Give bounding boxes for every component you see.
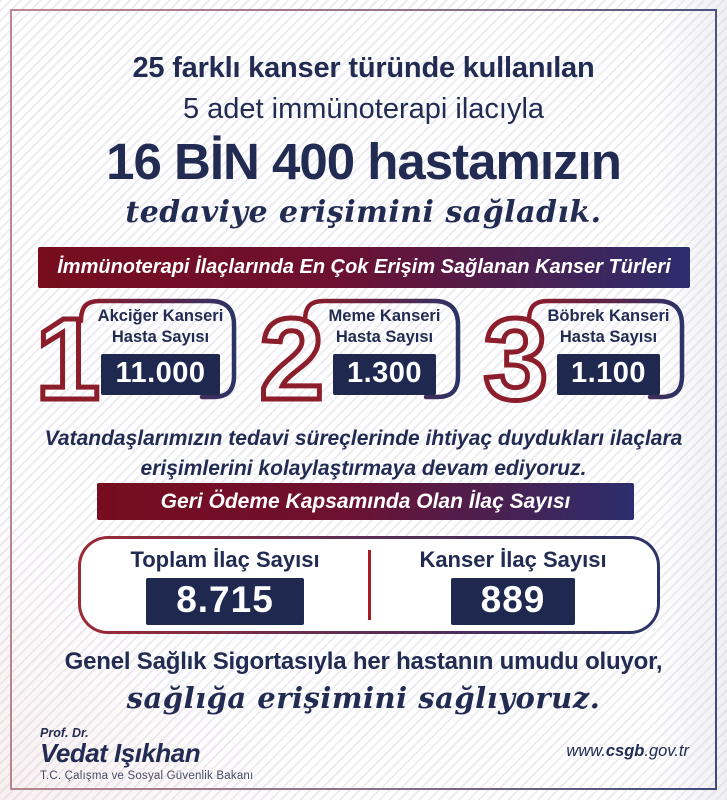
rank-label-line1: Meme Kanseri bbox=[328, 307, 441, 325]
header-block bbox=[0, 52, 727, 230]
header-highlight-number: 16 BİN 400 hastamızın bbox=[106, 133, 621, 190]
stat-value-badge: 8.715 bbox=[146, 578, 304, 625]
rank-item-kidney bbox=[483, 294, 686, 424]
rank-content bbox=[536, 306, 682, 395]
website-suffix: .gov.tr bbox=[644, 742, 689, 760]
rank-label bbox=[312, 306, 458, 347]
red-divider-line bbox=[368, 550, 371, 620]
rank-number-2: 2 bbox=[259, 294, 325, 424]
cancer-types-banner: İmmünoterapi İlaçlarında En Çok Erişim Sağlanan Kanser Türleri bbox=[38, 247, 690, 288]
rank-value-badge: 1.100 bbox=[557, 354, 660, 395]
website-prefix: www. bbox=[566, 742, 606, 760]
rank-item-breast bbox=[259, 294, 462, 424]
signature-block bbox=[40, 726, 253, 782]
rank-label-line1: Böbrek Kanseri bbox=[547, 307, 670, 325]
ranked-items-row bbox=[0, 294, 727, 424]
rank-label-line1: Akciğer Kanseri bbox=[97, 307, 224, 325]
rank-content bbox=[312, 306, 458, 395]
rank-number-3: 3 bbox=[483, 294, 549, 424]
signature-role: T.C. Çalışma ve Sosyal Güvenlik Bakanı bbox=[40, 770, 254, 783]
stat-total-drugs bbox=[81, 539, 369, 631]
mid-paragraph bbox=[0, 424, 727, 485]
rank-number-1: 1 bbox=[35, 294, 101, 424]
website-url bbox=[566, 742, 689, 761]
reimbursement-banner: Geri Ödeme Kapsamında Olan İlaç Sayısı bbox=[97, 483, 634, 520]
stat-cancer-drugs bbox=[369, 539, 657, 631]
rank-item-lung bbox=[35, 294, 238, 424]
rank-value-badge: 1.300 bbox=[333, 354, 436, 395]
signature-title: Prof. Dr. bbox=[40, 726, 89, 740]
rank-value-badge: 11.000 bbox=[101, 354, 219, 395]
stat-label: Toplam İlaç Sayısı bbox=[130, 547, 320, 572]
header-line-2: 5 adet immünoterapi ilacıyla bbox=[182, 93, 545, 125]
mid-paragraph-line2: erişimlerini kolaylaştırmaya devam ediyoruz. bbox=[140, 457, 587, 481]
rank-label-line2: Hasta Sayısı bbox=[111, 327, 210, 346]
stat-label: Kanser İlaç Sayısı bbox=[419, 547, 607, 572]
rank-label bbox=[536, 306, 682, 347]
header-line-1: 25 farklı kanser türünde kullanılan bbox=[132, 52, 595, 84]
website-brand: csgb bbox=[605, 742, 645, 760]
closing-line1: Genel Sağlık Sigortasıyla her hastanın umudu oluyor, bbox=[64, 648, 663, 675]
rank-label bbox=[88, 306, 234, 347]
closing-script-line: sağlığa erişimini sağlıyoruz. bbox=[126, 681, 601, 715]
signature-name: Vedat Işıkhan bbox=[40, 738, 201, 768]
drug-count-box bbox=[78, 536, 660, 634]
rank-label-line2: Hasta Sayısı bbox=[559, 327, 658, 346]
mid-paragraph-line1: Vatandaşlarımızın tedavi süreçlerinde ihtiyaç duydukları ilaçlara bbox=[44, 427, 683, 450]
rank-content bbox=[88, 306, 234, 395]
stat-value-badge: 889 bbox=[451, 578, 576, 625]
rank-label-line2: Hasta Sayısı bbox=[335, 327, 434, 346]
header-script-line: tedaviye erişimini sağladık. bbox=[125, 195, 602, 230]
closing-block bbox=[0, 648, 727, 715]
